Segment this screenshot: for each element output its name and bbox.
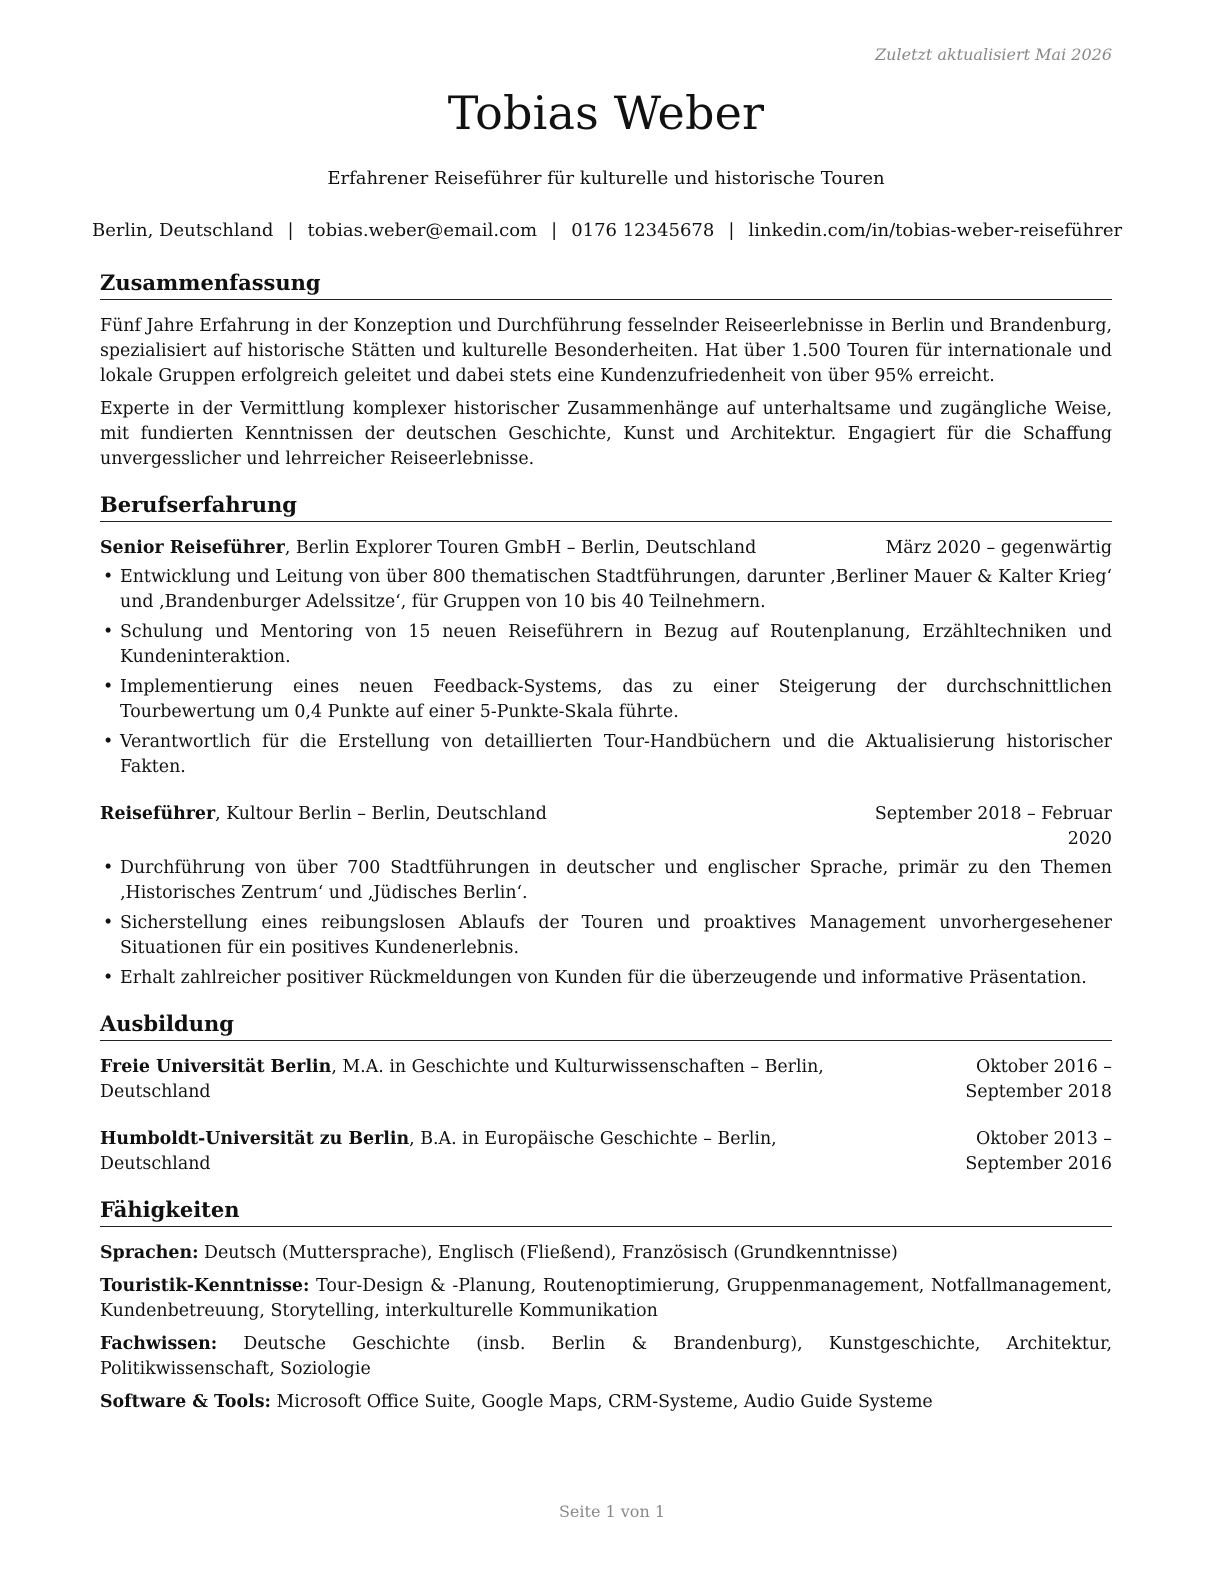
skill-value: Microsoft Office Suite, Google Maps, CRM-Systeme, Audio Guide Systeme <box>276 1392 933 1412</box>
contact-separator: | <box>728 220 735 241</box>
job-title-line <box>100 802 872 827</box>
education-school: Humboldt-Universität zu Berlin <box>100 1129 410 1149</box>
skill-value: Tour-Design & -Planung, Routenoptimierung, Gruppenmanagement, Notfallmanagement, Kundenbetreuung, Storytelling, interkulturelle Kommunikation <box>100 1276 1113 1321</box>
contact-separator: | <box>287 220 294 241</box>
bullet-text: Erhalt zahlreicher positiver Rückmeldungen von Kunden für die überzeugende und informative Präsentation. <box>120 968 1087 988</box>
skill-row <box>100 1332 1112 1382</box>
education-detail: , M.A. in Geschichte und Kulturwissenschaften – Berlin, Deutschland <box>100 1057 824 1102</box>
summary-section <box>100 268 1112 472</box>
resume-content <box>100 268 1112 1433</box>
skill-label: Touristik-Kenntnisse: <box>100 1276 310 1296</box>
section-title-education: Ausbildung <box>100 1009 1112 1041</box>
contact-email[interactable]: tobias.weber@email.com <box>307 220 538 241</box>
job-role: Reiseführer <box>100 804 216 824</box>
education-dates: Oktober 2013 – September 2016 <box>965 1129 1112 1174</box>
list-item <box>100 966 1112 991</box>
summary-paragraph: Experte in der Vermittlung komplexer historischer Zusammenhänge auf unterhaltsame und zugängliche Weise, mit fundierten Kenntnissen der deutschen Geschichte, Kunst und Architektur. Engagiert für die Schaffung unvergesslicher und lehrreicher Reiseerlebnisse. <box>100 399 1112 469</box>
education-school: Freie Universität Berlin <box>100 1057 332 1077</box>
contact-line <box>92 220 1123 241</box>
job-bullets <box>100 565 1112 780</box>
skill-row <box>100 1241 1112 1266</box>
bullet-icon: • <box>103 732 114 752</box>
skill-value: Deutsch (Muttersprache), Englisch (Fließend), Französisch (Grundkenntnisse) <box>204 1243 898 1263</box>
candidate-name: Tobias Weber <box>447 86 765 140</box>
contact-linkedin[interactable]: linkedin.com/in/tobias-weber-reiseführer <box>748 220 1123 241</box>
skill-row <box>100 1274 1112 1324</box>
list-item <box>100 911 1112 961</box>
education-dates: Oktober 2016 – September 2018 <box>965 1057 1112 1102</box>
job-entry <box>100 802 1112 991</box>
bullet-icon: • <box>103 913 114 933</box>
job-header <box>100 802 1112 852</box>
bullet-icon: • <box>103 622 114 642</box>
section-title-summary: Zusammenfassung <box>100 268 1112 300</box>
bullet-icon: • <box>103 858 114 878</box>
job-title-line <box>100 536 886 561</box>
last-updated-note: Zuletzt aktualisiert Mai 2026 <box>875 45 1112 64</box>
section-title-skills: Fähigkeiten <box>100 1195 1112 1227</box>
job-company: , Berlin Explorer Touren GmbH – Berlin, Deutschland <box>284 538 757 558</box>
job-role: Senior Reiseführer <box>100 538 285 558</box>
bullet-text: Verantwortlich für die Erstellung von detaillierten Tour-Handbüchern und die Aktualisierung historischer Fakten. <box>120 732 1112 777</box>
education-section <box>100 1009 1112 1177</box>
skills-section <box>100 1195 1112 1415</box>
contact-location: Berlin, Deutschland <box>92 220 274 241</box>
skill-row <box>100 1390 1112 1415</box>
skill-label: Sprachen: <box>100 1243 199 1263</box>
skill-label: Fachwissen: <box>100 1334 218 1354</box>
experience-section <box>100 490 1112 991</box>
job-company: , Kultour Berlin – Berlin, Deutschland <box>215 804 547 824</box>
summary-paragraph: Fünf Jahre Erfahrung in der Konzeption und Durchführung fesselnder Reiseerlebnisse in Berlin und Brandenburg, spezialisiert auf historische Stätten und kulturelle Besonderheiten. Hat über 1.500 Touren für internationale und lokale Gruppen erfolgreich geleitet und dabei stets eine Kundenzufriedenheit von über 95% erreicht. <box>100 316 1112 386</box>
job-bullets <box>100 856 1112 991</box>
bullet-icon: • <box>103 968 114 988</box>
list-item <box>100 675 1112 725</box>
bullet-text: Schulung und Mentoring von 15 neuen Reiseführern in Bezug auf Routenplanung, Erzähltechniken und Kundeninteraktion. <box>120 622 1112 667</box>
page-number: Seite 1 von 1 <box>558 1502 666 1521</box>
bullet-text: Entwicklung und Leitung von über 800 thematischen Stadtführungen, darunter ‚Berliner Mauer & Kalter Krieg‘ und ‚Brandenburger Adelssitze‘, für Gruppen von 10 bis 40 Teilnehmern. <box>120 567 1112 612</box>
bullet-text: Sicherstellung eines reibungslosen Ablaufs der Touren und proaktives Management unvorhergesehener Situationen für ein positives Kundenerlebnis. <box>120 913 1112 958</box>
education-entry <box>100 1127 1112 1177</box>
list-item <box>100 856 1112 906</box>
list-item <box>100 730 1112 780</box>
bullet-icon: • <box>103 677 114 697</box>
contact-phone[interactable]: 0176 12345678 <box>571 220 715 241</box>
list-item <box>100 565 1112 615</box>
education-title-line <box>100 1127 877 1177</box>
bullet-text: Implementierung eines neuen Feedback-Systems, das zu einer Steigerung der durchschnittlichen Tourbewertung um 0,4 Punkte auf einer 5-Punkte-Skala führte. <box>120 677 1112 722</box>
job-header <box>100 536 1112 561</box>
bullet-icon: • <box>103 567 114 587</box>
contact-separator: | <box>551 220 558 241</box>
education-entry <box>100 1055 1112 1105</box>
skill-label: Software & Tools: <box>100 1392 271 1412</box>
list-item <box>100 620 1112 670</box>
job-entry <box>100 536 1112 780</box>
education-detail: , B.A. in Europäische Geschichte – Berlin, Deutschland <box>100 1129 777 1174</box>
job-dates: März 2020 – gegenwärtig <box>885 538 1112 558</box>
skill-value: Deutsche Geschichte (insb. Berlin & Brandenburg), Kunstgeschichte, Architektur, Politikwissenschaft, Soziologie <box>100 1334 1112 1379</box>
job-dates: September 2018 – Februar 2020 <box>874 804 1112 849</box>
candidate-tagline: Erfahrener Reiseführer für kulturelle und historische Touren <box>327 168 885 189</box>
education-title-line <box>100 1055 877 1105</box>
bullet-text: Durchführung von über 700 Stadtführungen in deutscher und englischer Sprache, primär zu den Themen ‚Historisches Zentrum‘ und ‚Jüdisches Berlin‘. <box>120 858 1112 903</box>
section-title-experience: Berufserfahrung <box>100 490 1112 522</box>
